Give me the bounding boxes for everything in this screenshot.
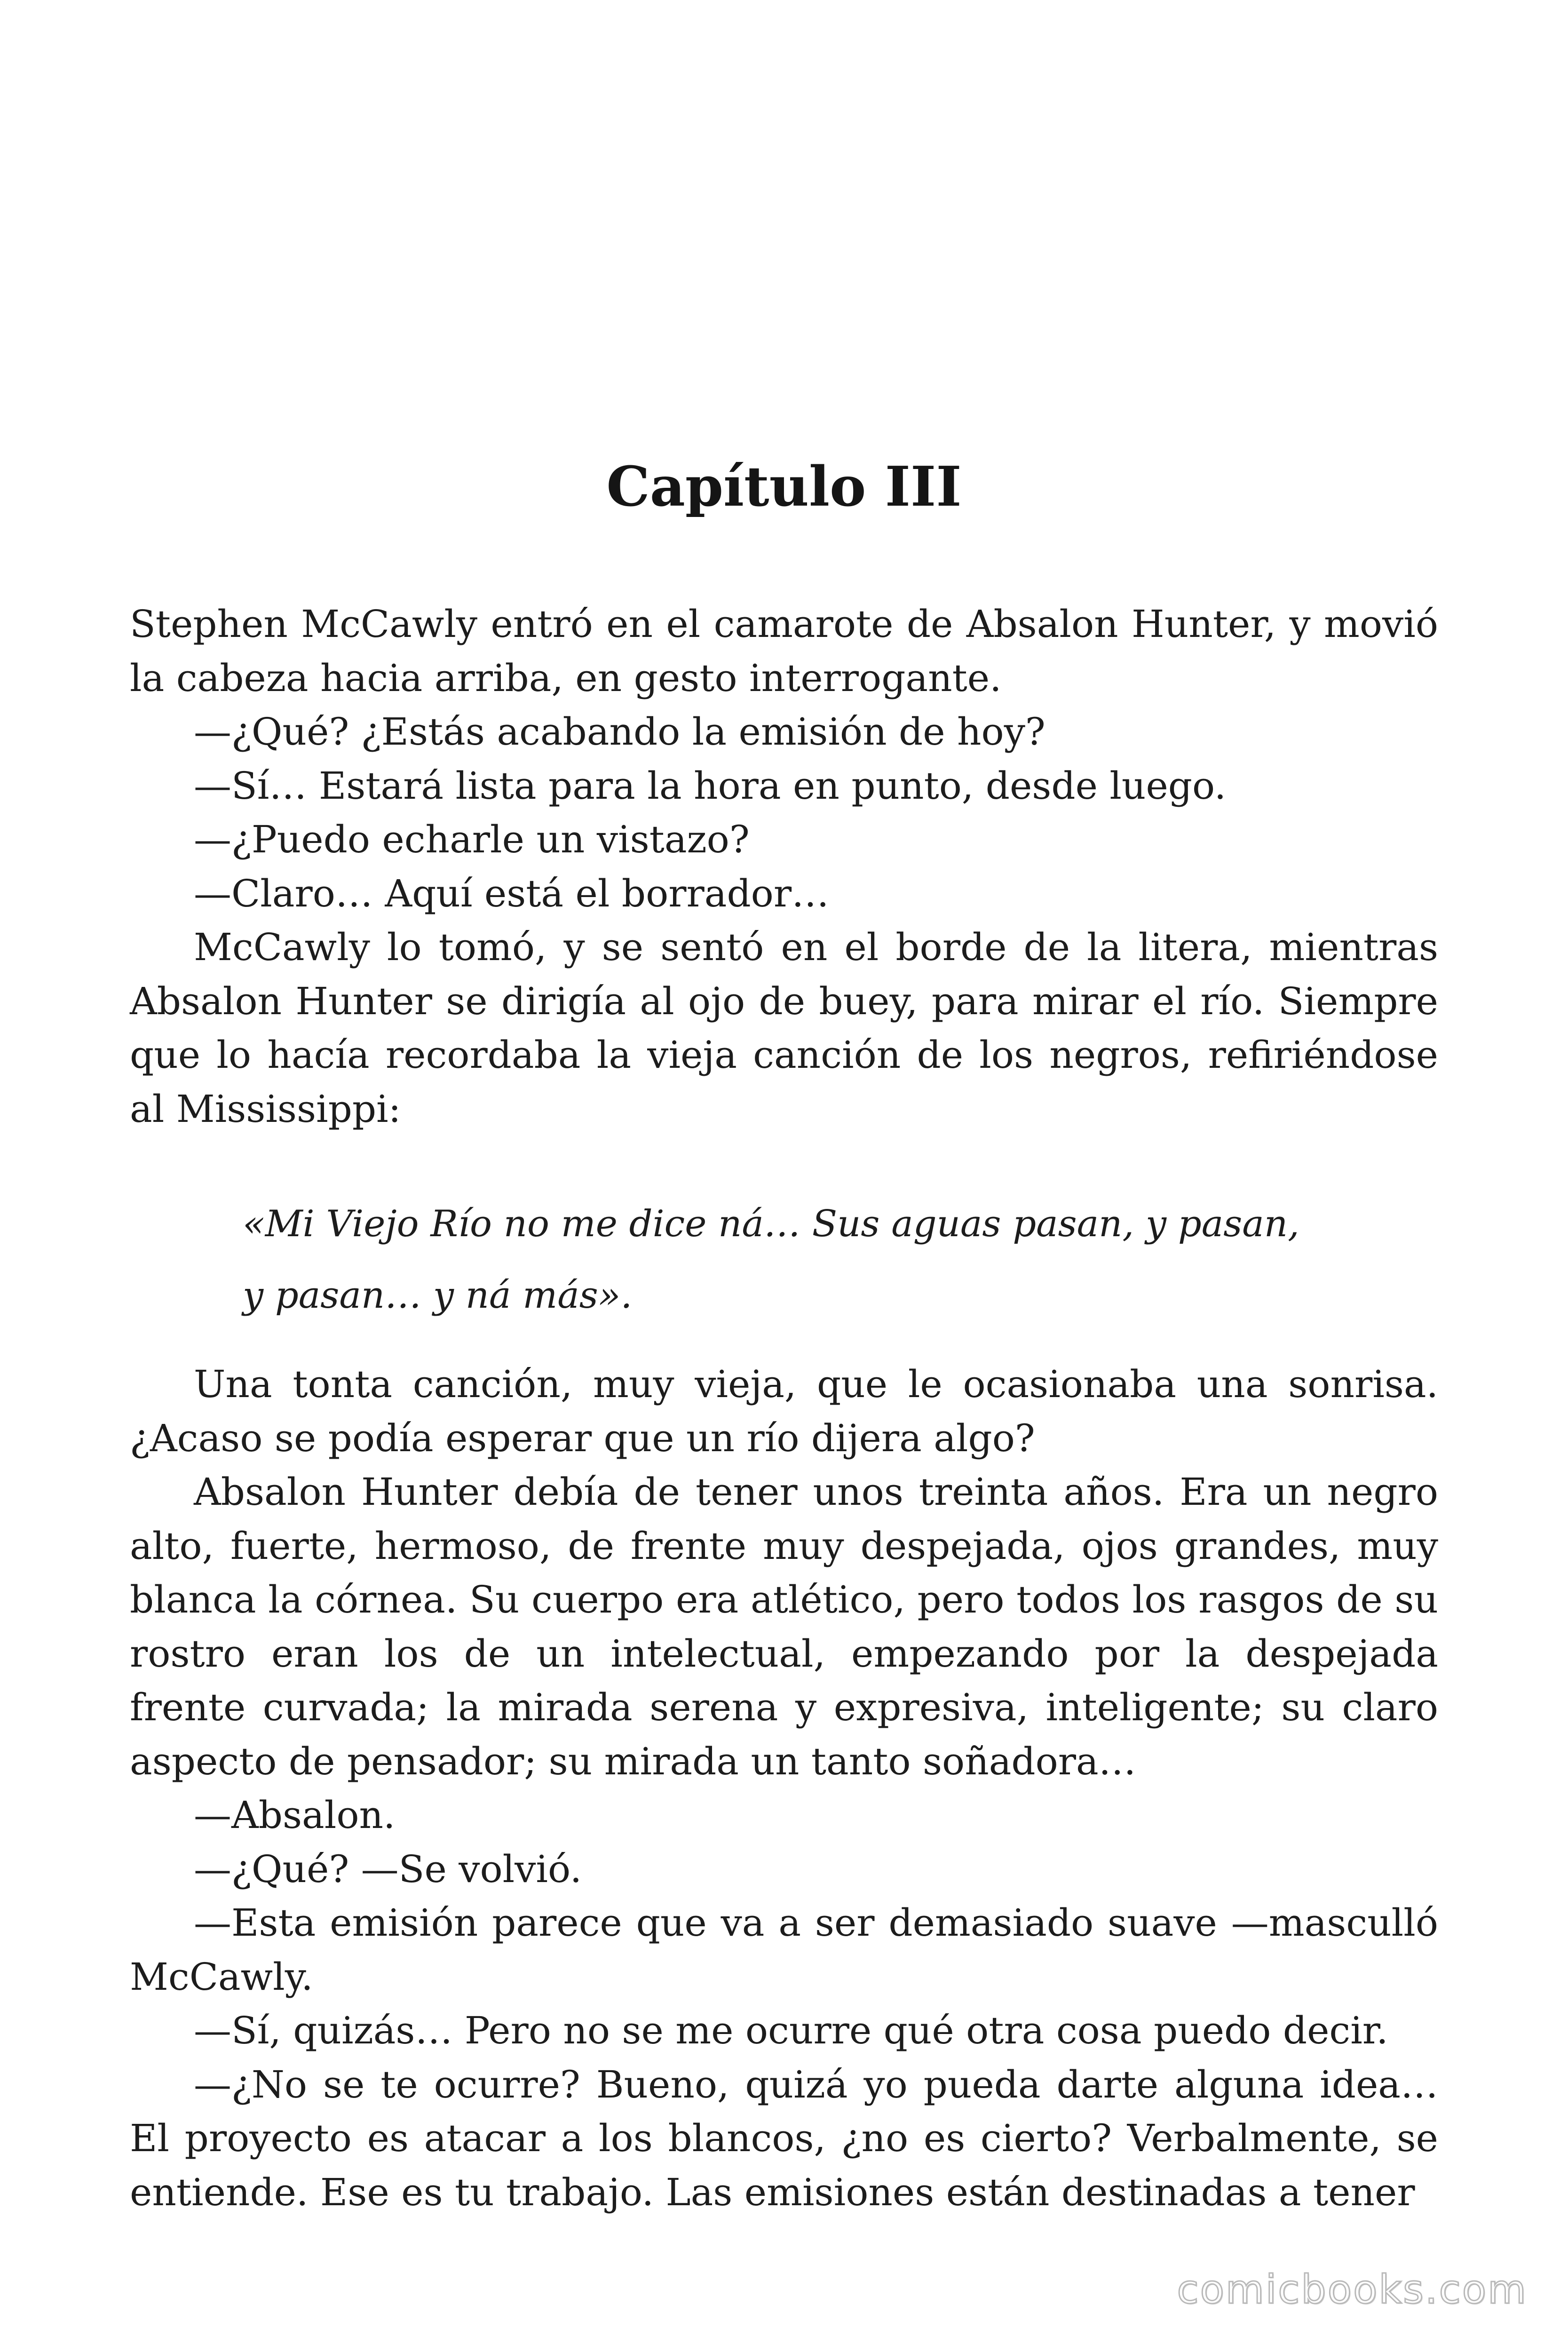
dialogue-line: —¿Qué? —Se volvió. xyxy=(194,1847,582,1891)
dialogue-line: —Esta emisión parece que va a ser demasiado suave —masculló McCawly. xyxy=(130,1901,1438,1999)
body-text-before-verse xyxy=(130,597,1438,1136)
chapter-title: Capítulo III xyxy=(606,455,962,519)
body-text-after-verse xyxy=(130,1358,1438,2219)
dialogue-line: —¿No se te ocurre? Bueno, quizá yo pueda darte alguna idea… El proyecto es atacar a los blancos, ¿no es cierto? Verbalmente, se entiende. Ese es tu trabajo. Las emisiones están destinadas a tener xyxy=(130,2062,1438,2214)
dialogue-line: —Sí, quizás… Pero no se me ocurre qué otra cosa puedo decir. xyxy=(194,2009,1388,2052)
song-verse xyxy=(243,1188,1437,1331)
dialogue-line: —Claro… Aquí está el borrador… xyxy=(194,871,830,915)
dialogue-line: —¿Puedo echarle un vistazo? xyxy=(194,818,750,861)
paragraph: Stephen McCawly entró en el camarote de Absalon Hunter, y movió la cabeza hacia arriba, en gesto interrogante. xyxy=(130,602,1438,700)
paragraph: Una tonta canción, muy vieja, que le ocasionaba una sonrisa. ¿Acaso se podía esperar que un río dijera algo? xyxy=(130,1362,1438,1460)
dialogue-line: —Sí… Estará lista para la hora en punto, desde luego. xyxy=(194,763,1227,808)
verse-line: «Mi Viejo Río no me dice ná… Sus aguas pasan, y pasan, xyxy=(243,1203,1299,1245)
watermark: comicbooks.com xyxy=(1177,2266,1528,2312)
paragraph: McCawly lo tomó, y se sentó en el borde de la litera, mientras Absalon Hunter se dirigía al ojo de buey, para mirar el río. Siempre que lo hacía recordaba la vieja canción de los negros, refiriéndose al Mississippi: xyxy=(130,925,1438,1131)
dialogue-line: —¿Qué? ¿Estás acabando la emisión de hoy? xyxy=(194,710,1045,754)
verse-line: y pasan… y ná más». xyxy=(243,1274,633,1317)
dialogue-line: —Absalon. xyxy=(194,1793,396,1837)
paragraph: Absalon Hunter debía de tener unos treinta años. Era un negro alto, fuerte, hermoso, de frente muy despejada, ojos grandes, muy blanca la córnea. Su cuerpo era atlético, pero todos los rasgos de su rostro eran los de un intelectual, empezando por la despejada frente curvada; la mirada serena y expresiva, inteligente; su claro aspecto de pensador; su mirada un tanto soñadora… xyxy=(130,1470,1438,1783)
